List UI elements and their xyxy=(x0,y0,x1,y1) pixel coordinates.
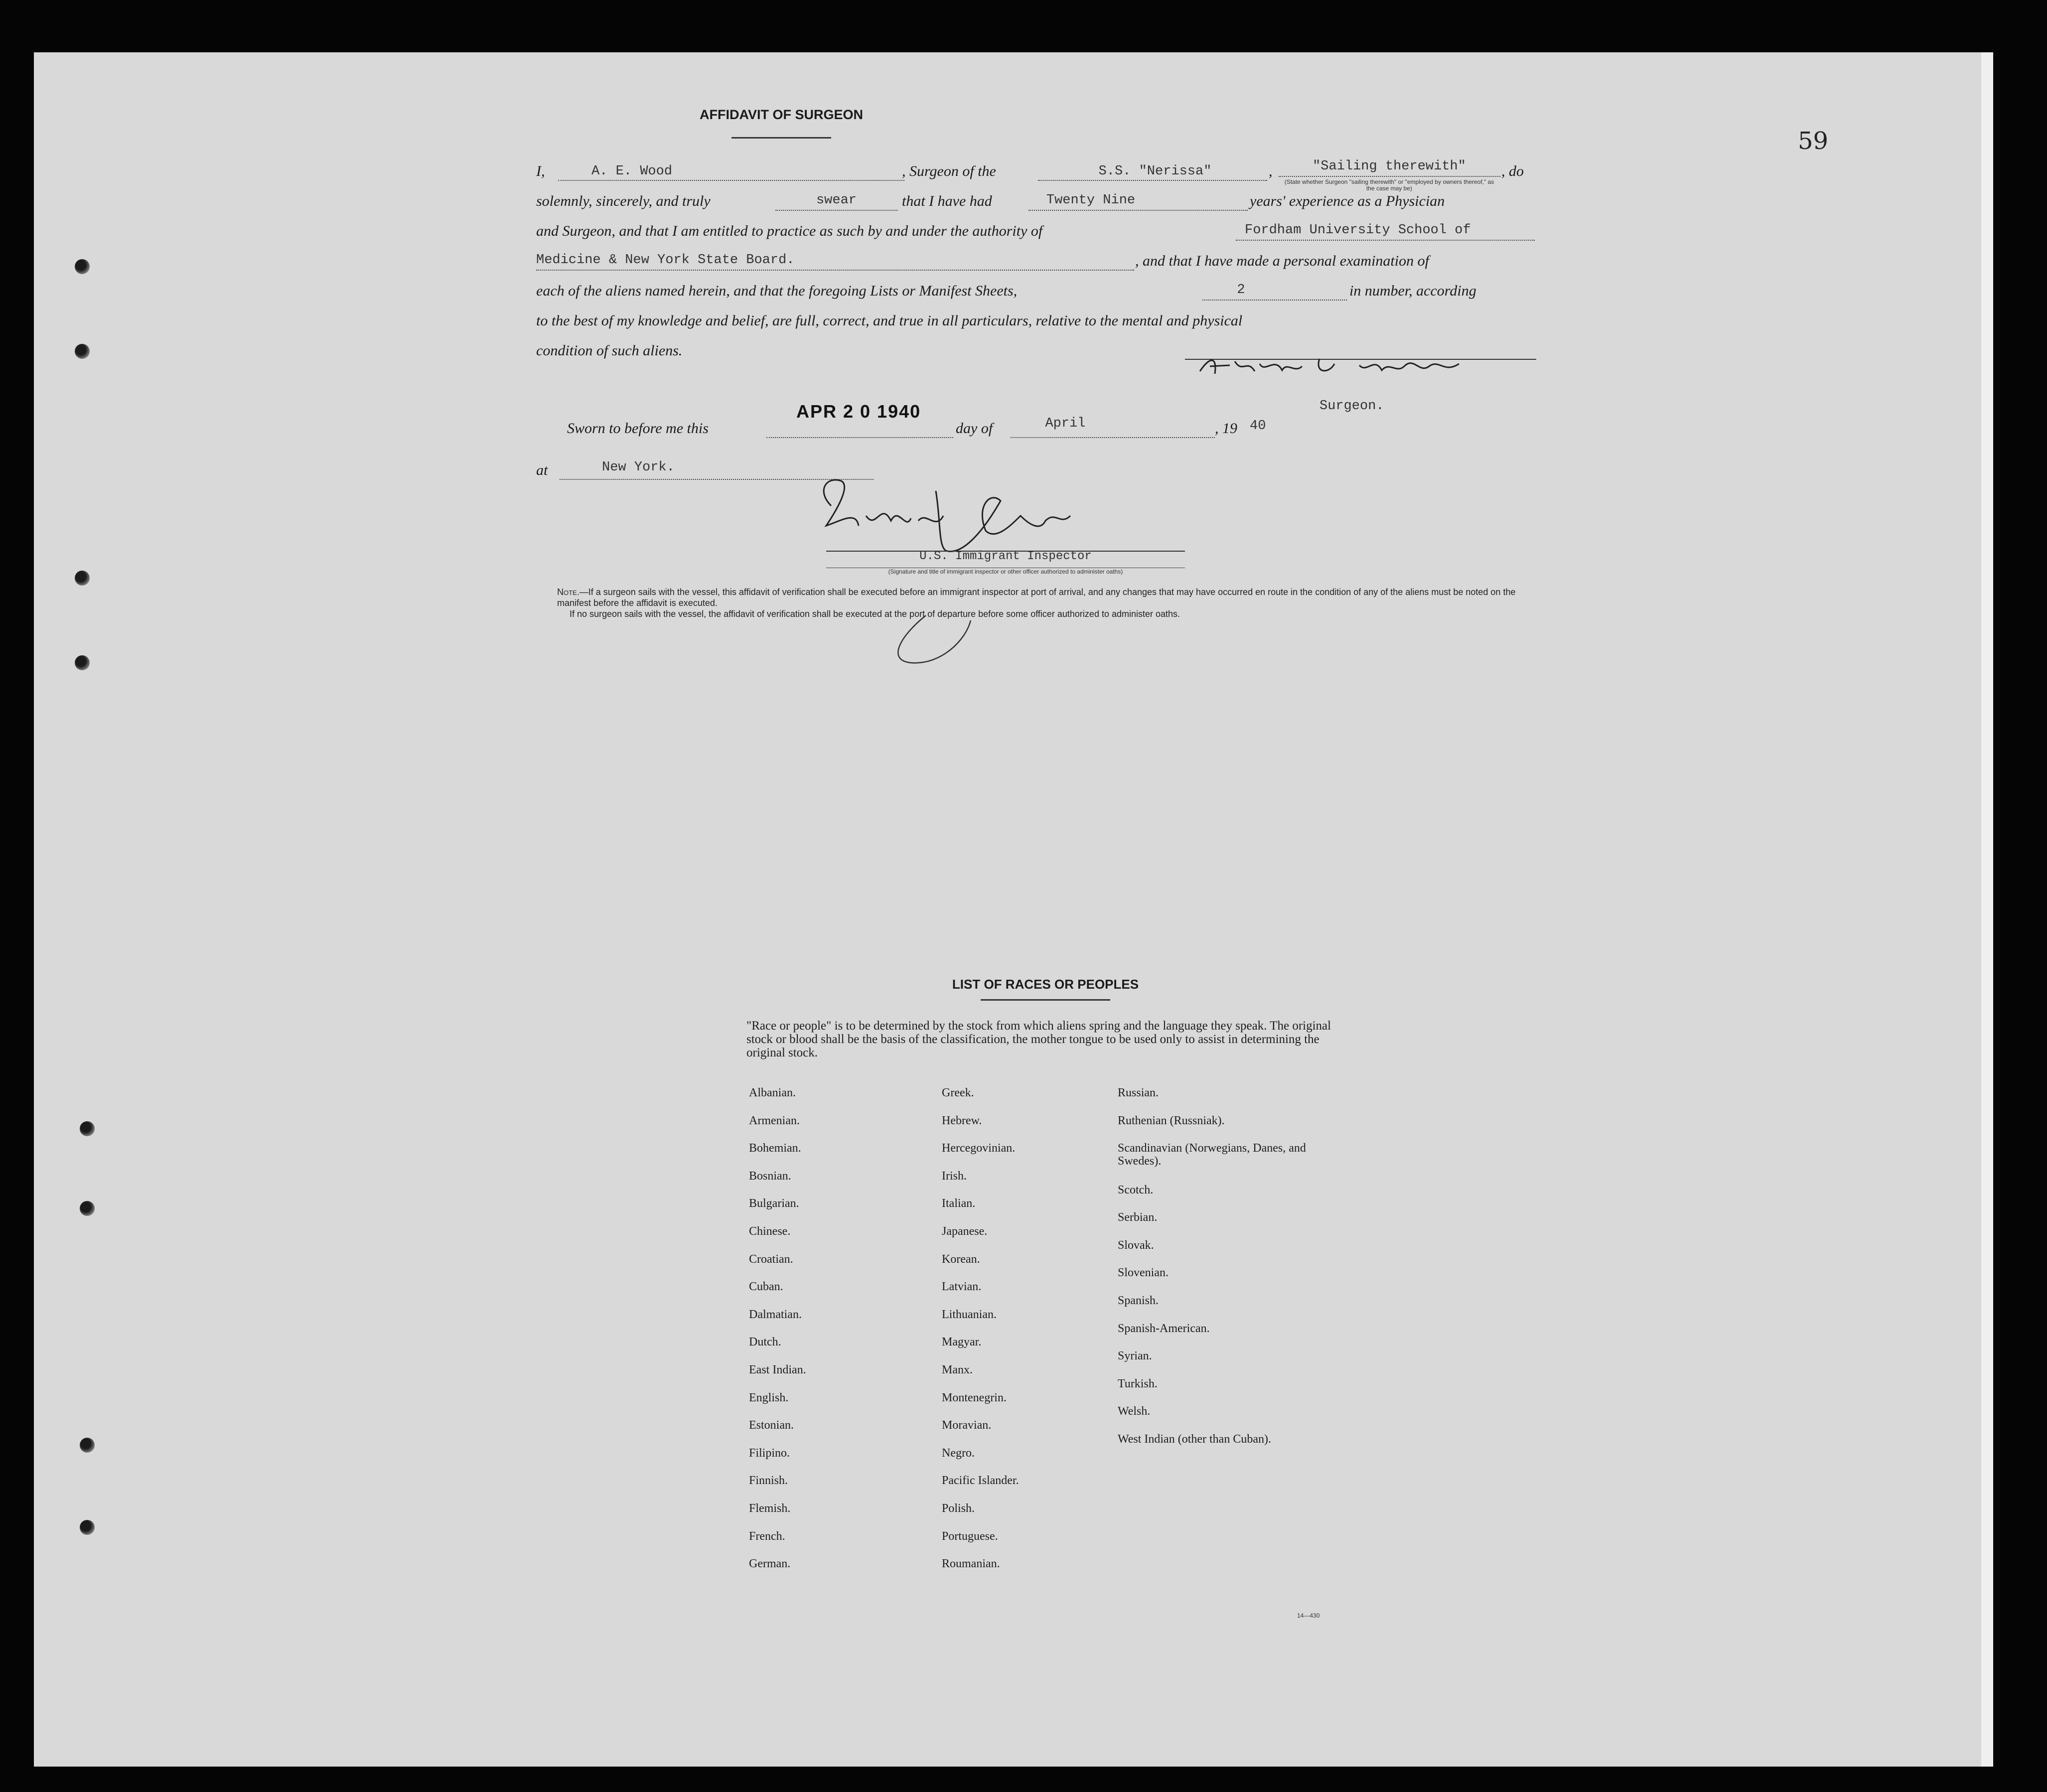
race-item: English. xyxy=(749,1391,789,1404)
year-suffix: 40 xyxy=(1250,419,1266,434)
that-i-have-had: that I have had xyxy=(902,193,992,209)
day-of-text: day of xyxy=(956,420,993,437)
punch-hole xyxy=(75,259,90,274)
races-column-1 xyxy=(749,1086,928,1585)
sailing-note: (State whether Surgeon "sailing therewith" or "employed by owners thereof," as the case may be) xyxy=(1284,178,1494,192)
race-item: Armenian. xyxy=(749,1114,800,1127)
year-prefix: , 19 xyxy=(1215,420,1237,437)
race-item: Magyar. xyxy=(942,1336,982,1349)
races-column-2 xyxy=(942,1086,1111,1585)
race-item: Negro. xyxy=(942,1446,975,1460)
race-item: Bohemian. xyxy=(749,1142,801,1155)
race-item: Bulgarian. xyxy=(749,1197,799,1210)
race-item: Scandinavian (Norwegians, Danes, and Swedes). xyxy=(1118,1142,1306,1168)
punch-hole xyxy=(80,1121,95,1136)
ship-name: S.S. "Nerissa" xyxy=(1098,164,1212,179)
race-item: Spanish. xyxy=(1118,1294,1159,1307)
race-item: Italian. xyxy=(942,1197,976,1210)
race-item: Slovenian. xyxy=(1118,1266,1169,1280)
race-item: Cuban. xyxy=(749,1280,783,1294)
race-item: East Indian. xyxy=(749,1363,806,1376)
race-item: Finnish. xyxy=(749,1474,788,1488)
punch-hole xyxy=(80,1520,95,1535)
race-item: Irish. xyxy=(942,1169,967,1183)
race-item: West Indian (other than Cuban). xyxy=(1118,1432,1271,1446)
surgeon-of-text: , Surgeon of the xyxy=(902,163,996,179)
race-item: Dalmatian. xyxy=(749,1308,802,1321)
note-text-2: If no surgeon sails with the vessel, the affidavit of verification shall be executed at the port of departure before some officer authorized to administer oaths. xyxy=(570,609,1180,619)
race-item: Polish. xyxy=(942,1501,975,1515)
race-item: Moravian. xyxy=(942,1419,992,1432)
race-item: Flemish. xyxy=(749,1501,791,1515)
race-item: Welsh. xyxy=(1118,1405,1151,1418)
race-item: Estonian. xyxy=(749,1419,794,1432)
race-item: Filipino. xyxy=(749,1446,790,1460)
note-label: Note. xyxy=(557,587,580,597)
races-intro: "Race or people" is to be determined by the stock from which aliens spring and the language they speak. The original stock or blood shall be the basis of the classification, the mother tongue to be used only to assist in determining the original stock. xyxy=(746,1019,1331,1059)
races-column-3 xyxy=(1118,1086,1337,1474)
date-stamp: APR 2 0 1940 xyxy=(796,401,921,422)
oath-value: swear xyxy=(816,193,857,208)
sheet-count: 2 xyxy=(1237,283,1245,298)
punch-hole xyxy=(75,344,90,359)
in-number-text: in number, according xyxy=(1349,283,1476,299)
affidavit-title: AFFIDAVIT OF SURGEON xyxy=(700,107,863,122)
race-item: Pacific Islander. xyxy=(942,1474,1019,1488)
do-text: , do xyxy=(1501,163,1524,179)
races-title: LIST OF RACES OR PEOPLES xyxy=(952,977,1139,992)
race-item: Russian. xyxy=(1118,1086,1159,1099)
personal-exam-text: , and that I have made a personal examination of xyxy=(1135,253,1429,269)
race-item: Roumanian. xyxy=(942,1557,1000,1571)
race-item: Slovak. xyxy=(1118,1238,1154,1252)
surgeon-signature xyxy=(1195,351,1474,381)
note-text: —If a surgeon sails with the vessel, this affidavit of verification shall be executed before an immigrant inspector at port of arrival, and any changes that may have occurred en route in the condition of any of the aliens must be noted on the manifest before the affidavit is executed. xyxy=(557,587,1516,608)
race-item: Serbian. xyxy=(1118,1211,1158,1224)
entitled-text: and Surgeon, and that I am entitled to practice as such by and under the authority of xyxy=(536,223,1043,239)
month-value: April xyxy=(1045,416,1086,431)
race-item: Korean. xyxy=(942,1252,980,1266)
affidavit-note xyxy=(557,587,1529,619)
race-item: Chinese. xyxy=(749,1224,791,1238)
surgeon-label: Surgeon. xyxy=(1319,399,1384,414)
inspector-signature xyxy=(811,471,1090,680)
manifest-sheet xyxy=(34,52,1993,1767)
race-item: Dutch. xyxy=(749,1336,781,1349)
race-item: Portuguese. xyxy=(942,1529,998,1543)
punch-hole xyxy=(80,1201,95,1216)
condition-text: condition of such aliens. xyxy=(536,342,683,359)
race-item: German. xyxy=(749,1557,791,1571)
inspector-caption: (Signature and title of immigrant inspector or other officer authorized to administer oaths) xyxy=(888,568,1123,575)
at-text: at xyxy=(536,462,548,478)
race-item: Ruthenian (Russniak). xyxy=(1118,1114,1225,1127)
race-item: French. xyxy=(749,1529,785,1543)
form-number: 14—430 xyxy=(1297,1612,1320,1619)
solemnly-text: solemnly, sincerely, and truly xyxy=(536,193,711,209)
punch-hole xyxy=(75,655,90,670)
comma-1: , xyxy=(1269,163,1273,179)
years-experience-text: years' experience as a Physician xyxy=(1250,193,1445,209)
race-item: Hebrew. xyxy=(942,1114,982,1127)
punch-hole xyxy=(80,1438,95,1453)
sworn-text: Sworn to before me this xyxy=(567,420,709,437)
place-value: New York. xyxy=(602,460,675,475)
race-item: Scotch. xyxy=(1118,1183,1154,1196)
race-item: Albanian. xyxy=(749,1086,796,1099)
manifest-sheets-text: each of the aliens named herein, and that the foregoing Lists or Manifest Sheets, xyxy=(536,283,1018,299)
sworn-day-blank xyxy=(766,420,953,438)
race-item: Japanese. xyxy=(942,1224,988,1238)
knowledge-text: to the best of my knowledge and belief, are full, correct, and true in all particulars, relative to the mental and physical xyxy=(536,312,1243,329)
affidavit-i: I, xyxy=(536,163,545,179)
authority-b: Medicine & New York State Board. xyxy=(536,253,795,268)
punch-hole xyxy=(75,571,90,586)
authority-a: Fordham University School of xyxy=(1245,223,1471,238)
race-item: Syrian. xyxy=(1118,1349,1152,1363)
years-value: Twenty Nine xyxy=(1046,193,1136,208)
race-item: Hercegovinian. xyxy=(942,1142,1016,1155)
race-item: Spanish-American. xyxy=(1118,1322,1210,1335)
race-item: Latvian. xyxy=(942,1280,982,1294)
sailing-status: "Sailing therewith" xyxy=(1313,159,1466,174)
race-item: Turkish. xyxy=(1118,1377,1158,1390)
inspector-title: U.S. Immigrant Inspector xyxy=(919,550,1092,563)
page-number: 59 xyxy=(1798,127,1829,155)
race-item: Manx. xyxy=(942,1363,973,1376)
race-item: Lithuanian. xyxy=(942,1308,997,1321)
race-item: Bosnian. xyxy=(749,1169,791,1183)
title-rule xyxy=(731,137,831,139)
surgeon-name: A. E. Wood xyxy=(591,164,673,179)
race-item: Montenegrin. xyxy=(942,1391,1007,1404)
race-item: Greek. xyxy=(942,1086,974,1099)
races-title-rule xyxy=(981,999,1110,1001)
race-item: Croatian. xyxy=(749,1252,793,1266)
